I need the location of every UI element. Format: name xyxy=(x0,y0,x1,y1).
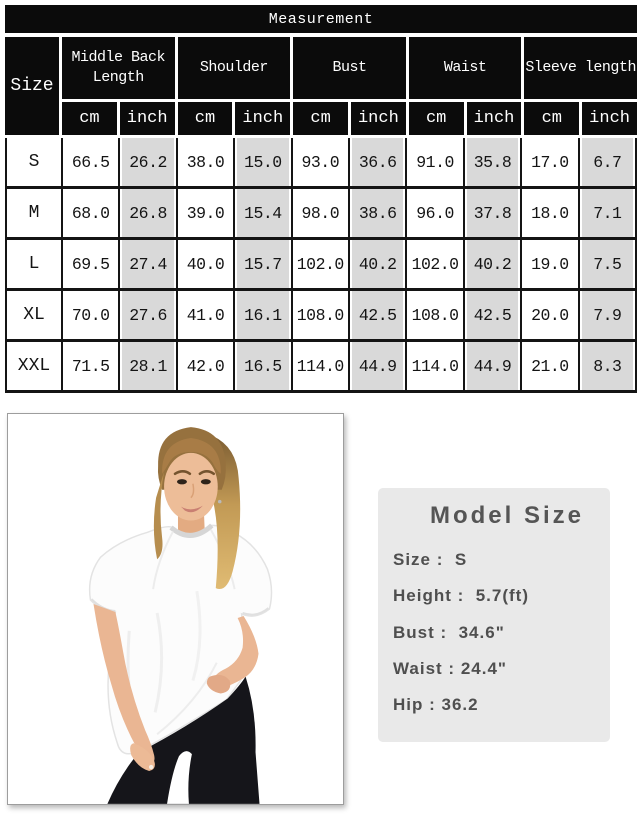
table-cell: 96.0 xyxy=(407,189,462,237)
model-size-line-size: Size : S xyxy=(393,550,468,569)
col-header-unit-inch: inch xyxy=(351,102,406,135)
table-cell: 28.1 xyxy=(120,342,175,390)
table-cell: 16.5 xyxy=(235,342,290,390)
table-cell: 7.1 xyxy=(580,189,635,237)
col-header-unit-cm: cm xyxy=(62,102,117,135)
table-cell: 15.4 xyxy=(235,189,290,237)
col-header-bust: Bust xyxy=(293,37,406,99)
table-cell: 41.0 xyxy=(178,291,233,339)
model-size-title: Model Size xyxy=(429,502,585,529)
table-cell: 18.0 xyxy=(522,189,577,237)
col-header-unit-cm: cm xyxy=(293,102,348,135)
table-cell: 35.8 xyxy=(465,138,520,186)
col-header-sleeve-length: Sleeve length xyxy=(524,37,637,99)
model-size-line-waist: Waist : 24.4" xyxy=(393,659,507,678)
table-cell: 98.0 xyxy=(293,189,348,237)
table-cell: 108.0 xyxy=(407,291,462,339)
table-cell: 114.0 xyxy=(407,342,462,390)
row-size-label: XXL xyxy=(7,342,61,390)
row-size-label: XL xyxy=(7,291,61,339)
table-cell: 42.5 xyxy=(465,291,520,339)
model-photo xyxy=(7,413,344,805)
table-cell: 19.0 xyxy=(522,240,577,288)
table-cell: 38.6 xyxy=(350,189,405,237)
table-cell: 68.0 xyxy=(63,189,118,237)
col-header-unit-inch: inch xyxy=(467,102,522,135)
table-cell: 102.0 xyxy=(407,240,462,288)
table-cell: 16.1 xyxy=(235,291,290,339)
row-size-label: L xyxy=(7,240,61,288)
model-photo-illustration xyxy=(8,414,343,804)
table-cell: 15.0 xyxy=(235,138,290,186)
table-cell: 7.9 xyxy=(580,291,635,339)
col-header-unit-cm: cm xyxy=(178,102,233,135)
table-cell: 8.3 xyxy=(580,342,635,390)
table-cell: 15.7 xyxy=(235,240,290,288)
col-header-waist: Waist xyxy=(409,37,522,99)
table-cell: 17.0 xyxy=(522,138,577,186)
table-cell: 40.0 xyxy=(178,240,233,288)
table-cell: 6.7 xyxy=(580,138,635,186)
model-size-line-hip: Hip : 36.2 xyxy=(393,695,479,714)
model-size-line-bust: Bust : 34.6" xyxy=(393,623,505,642)
col-header-middle-back-length: Middle Back Length xyxy=(62,37,175,99)
table-cell: 108.0 xyxy=(293,291,348,339)
row-size-label: S xyxy=(7,138,61,186)
col-header-unit-cm: cm xyxy=(524,102,579,135)
table-cell: 66.5 xyxy=(63,138,118,186)
col-header-unit-inch: inch xyxy=(120,102,175,135)
table-cell: 20.0 xyxy=(522,291,577,339)
table-cell: 93.0 xyxy=(293,138,348,186)
table-cell: 40.2 xyxy=(465,240,520,288)
table-header xyxy=(5,37,637,135)
table-cell: 27.6 xyxy=(120,291,175,339)
table-cell: 40.2 xyxy=(350,240,405,288)
table-cell: 26.2 xyxy=(120,138,175,186)
table-cell: 44.9 xyxy=(465,342,520,390)
table-title: Measurement xyxy=(5,5,637,33)
measurement-table xyxy=(5,5,637,393)
table-cell: 26.8 xyxy=(120,189,175,237)
table-cell: 37.8 xyxy=(465,189,520,237)
row-size-label: M xyxy=(7,189,61,237)
table-cell: 7.5 xyxy=(580,240,635,288)
table-cell: 44.9 xyxy=(350,342,405,390)
table-cell: 70.0 xyxy=(63,291,118,339)
table-cell: 36.6 xyxy=(350,138,405,186)
table-cell: 71.5 xyxy=(63,342,118,390)
model-size-panel xyxy=(378,488,610,742)
table-body xyxy=(5,138,637,393)
col-header-shoulder: Shoulder xyxy=(178,37,291,99)
table-cell: 39.0 xyxy=(178,189,233,237)
table-cell: 38.0 xyxy=(178,138,233,186)
table-cell: 42.5 xyxy=(350,291,405,339)
table-cell: 91.0 xyxy=(407,138,462,186)
model-size-line-height: Height : 5.7(ft) xyxy=(393,586,529,605)
table-cell: 27.4 xyxy=(120,240,175,288)
table-cell: 42.0 xyxy=(178,342,233,390)
col-header-unit-cm: cm xyxy=(409,102,464,135)
table-cell: 21.0 xyxy=(522,342,577,390)
table-cell: 114.0 xyxy=(293,342,348,390)
col-header-size: Size xyxy=(5,37,59,135)
table-cell: 102.0 xyxy=(293,240,348,288)
table-cell: 69.5 xyxy=(63,240,118,288)
col-header-unit-inch: inch xyxy=(235,102,290,135)
col-header-unit-inch: inch xyxy=(582,102,637,135)
